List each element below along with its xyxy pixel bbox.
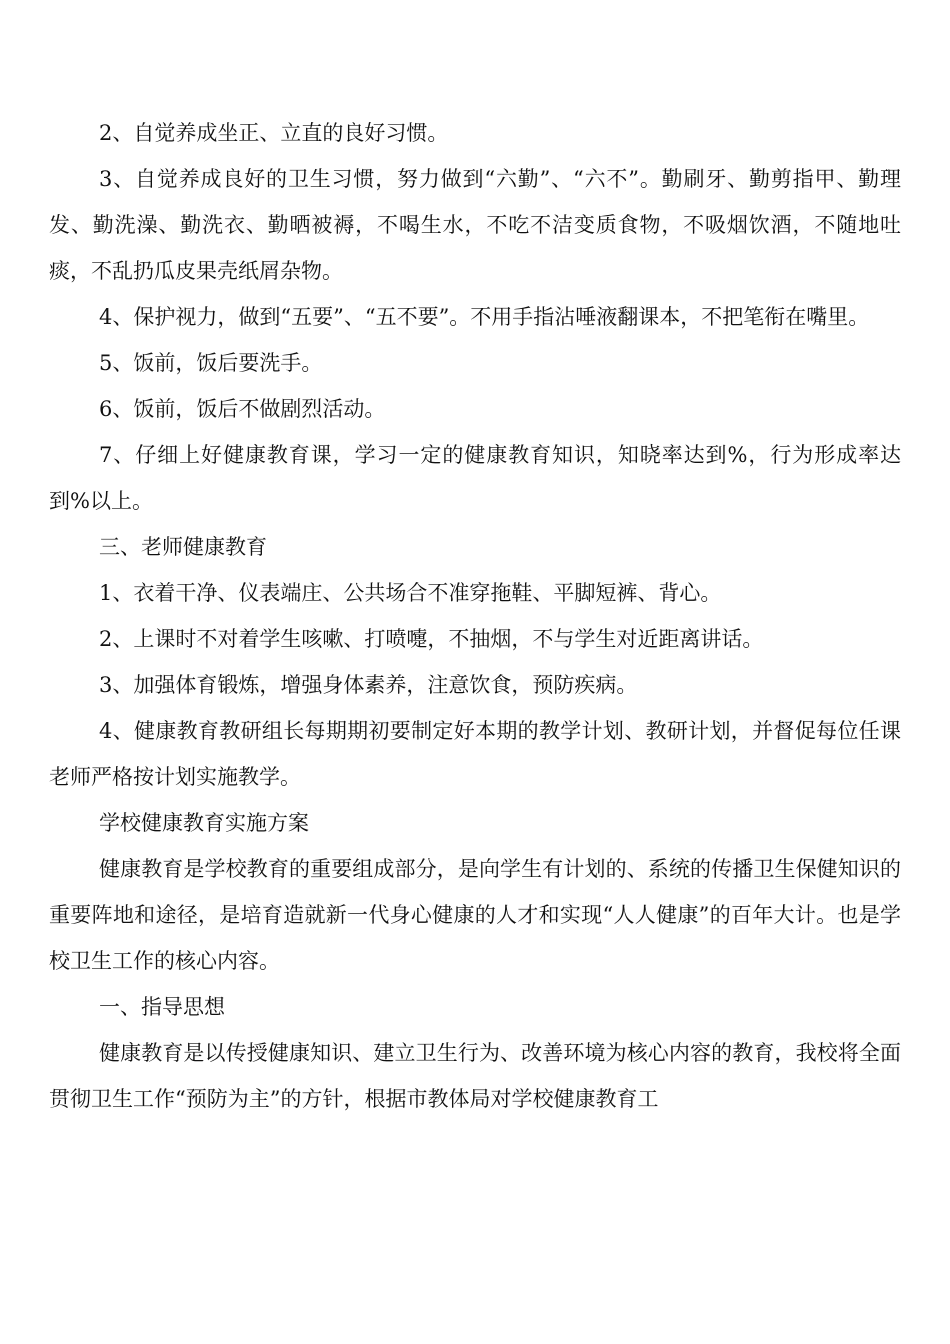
paragraph-teacher-conduct: 2、上课时不对着学生咳嗽、打喷嚏，不抽烟，不与学生对近距离讲话。 (99, 627, 764, 651)
paragraph-teacher-exercise: 3、加强体育锻炼，增强身体素养，注意饮食，预防疾病。 (99, 673, 638, 697)
document-body (49, 110, 901, 1122)
document-section-title: 学校健康教育实施方案 (99, 811, 309, 835)
paragraph-teacher-planning: 4、健康教育教研组长每期期初要制定好本期的教学计划、教研计划，并督促每位任课老师严格按计划实施教学。 (49, 719, 901, 789)
paragraph-guiding-ideology: 健康教育是以传授健康知识、建立卫生行为、改善环境为核心内容的教育，我校将全面贯彻卫生工作“预防为主”的方针，根据市教体局对学校健康教育工 (49, 1041, 901, 1111)
paragraph-introduction: 健康教育是学校教育的重要组成部分，是向学生有计划的、系统的传播卫生保健知识的重要阵地和途径，是培育造就新一代身心健康的人才和实现“人人健康”的百年大计。也是学校卫生工作的核心内容。 (49, 857, 901, 973)
section-heading-teacher-health: 三、老师健康教育 (99, 535, 267, 559)
paragraph-student-activity: 6、饭前，饭后不做剧烈活动。 (99, 397, 386, 421)
section-heading-guiding-ideology: 一、指导思想 (99, 995, 225, 1019)
paragraph-student-handwash: 5、饭前，饭后要洗手。 (99, 351, 323, 375)
paragraph-student-hygiene: 3、自觉养成良好的卫生习惯，努力做到“六勤”、“六不”。勤刷牙、勤剪指甲、勤理发、勤洗澡、勤洗衣、勤晒被褥，不喝生水，不吃不洁变质食物，不吸烟饮酒，不随地吐痰，不乱扔瓜皮果壳纸屑杂物。 (49, 167, 901, 283)
paragraph-student-health-class: 7、仔细上好健康教育课，学习一定的健康教育知识，知晓率达到%，行为形成率达到%以上。 (49, 443, 901, 513)
paragraph-student-posture: 2、自觉养成坐正、立直的良好习惯。 (99, 121, 449, 145)
paragraph-teacher-attire: 1、衣着干净、仪表端庄、公共场合不准穿拖鞋、平脚短裤、背心。 (99, 581, 722, 605)
paragraph-student-vision: 4、保护视力，做到“五要”、“五不要”。不用手指沾唾液翻课本，不把笔衔在嘴里。 (99, 305, 870, 329)
